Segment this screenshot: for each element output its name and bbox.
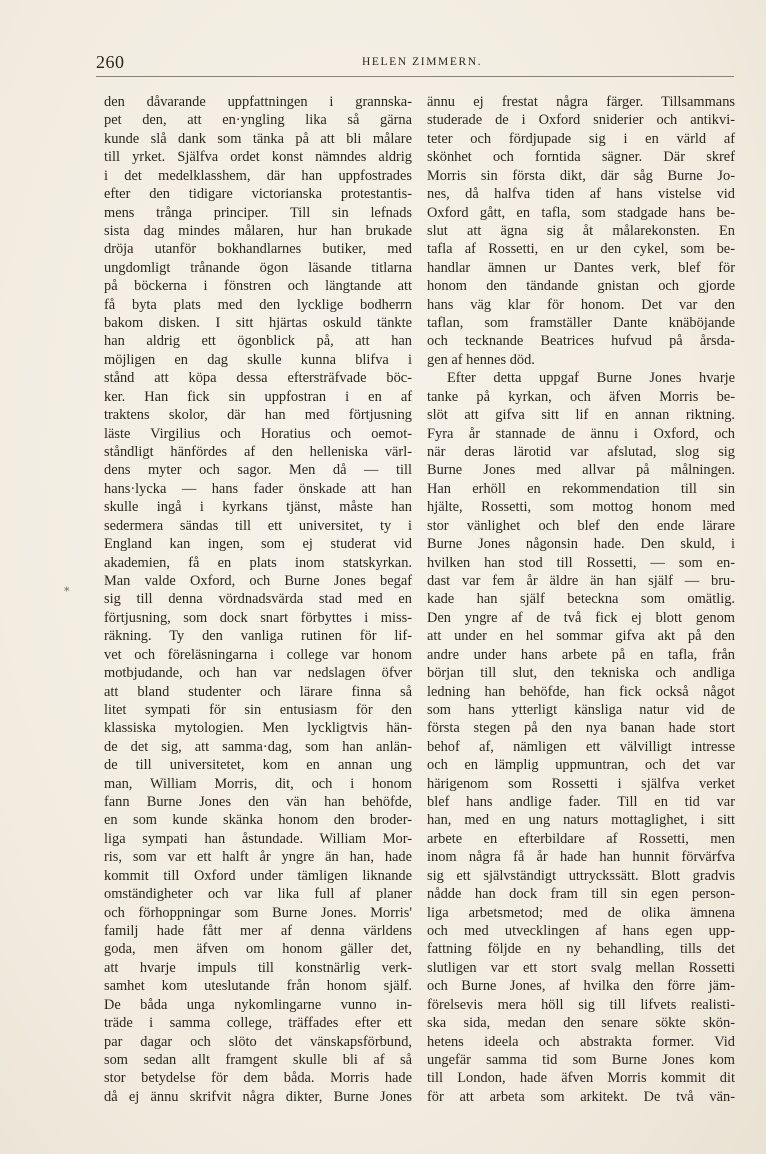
text-line: läste Virgilius och Horatius och oemot-	[104, 425, 412, 442]
text-line: sista dag mindes målaren, hur han brukade	[104, 222, 412, 239]
text-line: England kan ingen, som ej studerat vid	[104, 536, 412, 553]
text-line: skönhet och forntida sägner. Där skref	[427, 149, 735, 166]
text-line: blef hans andlige fader. Till en tid var	[427, 794, 735, 811]
text-line: De båda unga nykomlingarne vunno in-	[104, 996, 412, 1013]
text-line: Morris sin första dikt, där såg Burne Jo-	[427, 167, 735, 184]
text-line: studerade de i Oxford sniderier och antikvi-	[427, 112, 735, 129]
text-line: skulle ingå i kyrkans tjänst, måste han	[104, 499, 412, 516]
text-line: akademien, få en plats inom statskyrkan.	[104, 554, 412, 571]
running-title: HELEN ZIMMERN.	[362, 56, 483, 68]
text-line: som sedan allt framgent skulle bli af så	[104, 1051, 412, 1068]
text-line: behof af, nämligen ett välvilligt intresse	[427, 738, 735, 755]
text-line: sig till denna vördnadsvärda stad med en	[104, 591, 412, 608]
text-line: hans·lycka — hans fader önskade att han	[104, 480, 412, 497]
text-line: sedermera sändas till ett universitet, ty i	[104, 517, 412, 534]
text-line: stor vänlighet och blef den ende lärare	[427, 517, 735, 534]
text-line: liga arbetsmetod; med de olika ämnena	[427, 904, 735, 921]
page-header	[96, 52, 736, 74]
text-line: efter den tidigare victorianska protestantis-	[104, 186, 412, 203]
text-line: slut att ägna sig åt målarekonsten. En	[427, 222, 735, 239]
text-line: Fyra år stannade de ännu i Oxford, och	[427, 425, 735, 442]
text-line: sig ett självständigt uttryckssätt. Blott gradvis	[427, 867, 735, 884]
text-line: möjligen en dag skulle kunna blifva i	[104, 351, 412, 368]
text-line: få byta plats med den lycklige bodherrn	[104, 296, 412, 313]
text-line: som hans ytterligt känsliga natur vid de	[427, 701, 735, 718]
text-line: litet sympati för sin entusiasm för den	[104, 701, 412, 718]
text-line: förelsevis mera höll sig till lifvets realisti-	[427, 996, 735, 1013]
text-line: tanke på kyrkan, och äfven Morris be-	[427, 388, 735, 405]
text-line: omständigheter och var lika full af planer	[104, 886, 412, 903]
text-line: hans väg klar för honom. Det var den	[427, 296, 735, 313]
text-line: pet den, att en·yngling lika så gärna	[104, 112, 412, 129]
left-text-column	[104, 93, 412, 1106]
text-line: till London, hade äfven Morris kommit dit	[427, 1070, 735, 1087]
text-line: handlar ämnen ur Dantes verk, blef för	[427, 259, 735, 276]
text-line: stor betydelse för dem båda. Morris hade	[104, 1070, 412, 1087]
text-line: början till slut, den tekniska och andliga	[427, 665, 735, 682]
text-line: Efter detta uppgaf Burne Jones hvarje	[447, 370, 735, 387]
text-line: härigenom som Rossetti i själfva verket	[427, 775, 735, 792]
text-line: kommit till Oxford under tämligen liknande	[104, 867, 412, 884]
text-line: ännu ej frestat några färger. Tillsammans	[427, 94, 735, 110]
text-line: ungefär samma tid som Burne Jones kom	[427, 1051, 735, 1068]
text-line: dens myter och sagor. Men då — till	[104, 462, 412, 479]
text-line: fann Burne Jones den vän han behöfde,	[104, 794, 412, 811]
text-line: stånd att köpa dessa eftersträfvade böc-	[104, 370, 412, 387]
right-text-column	[427, 93, 735, 1106]
text-line: bakom disken. I sitt hjärtas oskuld tänkte	[104, 315, 412, 332]
text-line: andre under hans arbete på en tafla, från	[427, 646, 735, 663]
text-line: träde i samma college, träffades efter ett	[104, 1015, 412, 1032]
text-line: ker. Han fick sin uppfostran i en af	[104, 388, 412, 405]
text-line: att hvarje impuls till konstnärlig verk-	[104, 959, 412, 976]
text-line: förtjusning, som dock snart förbyttes i miss-	[104, 609, 412, 626]
text-line: tafla af Rossetti, en ur den cykel, som be-	[427, 241, 735, 258]
text-line: och förhoppningar som Burne Jones. Morris'	[104, 904, 412, 921]
text-line: taflan, som framställer Dante knäböjande	[427, 315, 735, 332]
text-line: de till universitetet, kom en annan ung	[104, 757, 412, 774]
text-line: den dåvarande uppfattningen i grannska-	[104, 94, 412, 110]
text-line: ungdomligt trånande ögon läsande titlarna	[104, 259, 412, 276]
text-line: ska sida, medan den senare sökte skön-	[427, 1015, 735, 1032]
text-line: dast var fem år äldre än han själf — bru-	[427, 572, 735, 589]
text-line: nådde han dock fram till sin egen person-	[427, 886, 735, 903]
text-line: klassiska mytologien. Men lyckligtvis hän-	[104, 720, 412, 737]
text-line: ståndligt hänfördes af den helleniska värl-	[104, 444, 412, 461]
text-line: traktens skolor, där han med förtjusning	[104, 407, 412, 424]
text-line: Oxford gått, en tafla, som stadgade hans be-	[427, 204, 735, 221]
text-line: att under en hel sommar gifva akt på den	[427, 628, 735, 645]
text-line: arbete en efterbildare af Rossetti, men	[427, 830, 735, 847]
text-line: mens trånga principer. Till sin lefnads	[104, 204, 412, 221]
margin-mark: *	[64, 585, 70, 598]
text-line: teter och fördjupade sig i en värld af	[427, 130, 735, 147]
text-line: räkning. Ty den vanliga rutinen för lif-	[104, 628, 412, 645]
text-line: gen af hennes död.	[427, 351, 535, 368]
text-line: och en lämplig uppmuntran, och det var	[427, 757, 735, 774]
text-line: man, William Morris, dit, och i honom	[104, 775, 412, 792]
text-line: familj hade fått mer af denna världens	[104, 922, 412, 939]
text-line: par dagar och slöto det vänskapsförbund,	[104, 1033, 412, 1050]
text-line: motbjudande, och han var nedslagen öfver	[104, 665, 412, 682]
text-line: inom några få år hade han hunnit förvärfva	[427, 849, 735, 866]
text-line: honom den tändande gnistan och gjorde	[427, 278, 735, 295]
header-rule	[96, 76, 734, 77]
text-line: då ej ännu skrifvit några dikter, Burne Jones	[104, 1088, 412, 1105]
text-line: de det sig, att samma·dag, som han anlän-	[104, 738, 412, 755]
text-line: Burne Jones någonsin hade. Den skuld, i	[427, 536, 735, 553]
text-line: Man valde Oxford, och Burne Jones begaf	[104, 572, 412, 589]
text-line: dröja utanför bokhandlarnes butiker, med	[104, 241, 412, 258]
text-line: och Burne Jones, af hvilka den förre jäm-	[427, 978, 735, 995]
text-line: första stegen på den nya banan hade stort	[427, 720, 735, 737]
text-line: och med utvecklingen af hans egen upp-	[427, 922, 735, 939]
text-line: när deras lärotid var afslutad, slog sig	[427, 444, 735, 461]
text-line: goda, men äfven om honom gäller det,	[104, 941, 412, 958]
text-line: för att arbeta som arkitekt. De två vän-	[427, 1088, 735, 1105]
text-line: i det medelklasshem, där han uppfostrades	[104, 167, 412, 184]
text-line: slutligen var ett stort svalg mellan Rossetti	[427, 959, 735, 976]
text-line: och tecknande Beatrices hufvud på årsda-	[427, 333, 735, 350]
text-line: kade han själf beteckna som omätlig.	[427, 591, 735, 608]
text-line: Burne Jones med allvar på målningen.	[427, 462, 735, 479]
text-line: vet och föreläsningarna i college var honom	[104, 646, 412, 663]
text-line: till yrket. Själfva ordet konst nämndes aldrig	[104, 149, 412, 166]
text-line: kunde slå dank som tänka på att bli målare	[104, 130, 412, 147]
text-line: han, med en ung naturs mottaglighet, i sitt	[427, 812, 735, 829]
text-line: ris, som var ett halft år yngre än han, hade	[104, 849, 412, 866]
text-line: fattning följde en ny behandling, tills det	[427, 941, 735, 958]
text-line: ledning han behöfde, han fick också något	[427, 683, 735, 700]
text-line: han aldrig ett ögonblick på, att han	[104, 333, 412, 350]
text-line: Den yngre af de två fick ej blott genom	[427, 609, 735, 626]
page-number: 260	[96, 52, 125, 72]
text-line: på böckerna i fönstren och längtande att	[104, 278, 412, 295]
text-line: hetens ideela och abstrakta former. Vid	[427, 1033, 735, 1050]
text-line: samhet kom uteslutande från honom själf.	[104, 978, 412, 995]
text-line: liga sympati han åstundade. William Mor-	[104, 830, 412, 847]
text-line: slöt att gifva sitt lif en annan riktning.	[427, 407, 735, 424]
text-line: hvilken han stod till Rossetti, — som en-	[427, 554, 735, 571]
text-line: en som kunde skänka honom den broder-	[104, 812, 412, 829]
text-line: nes, då halfva tiden af hans vistelse vid	[427, 186, 735, 203]
text-line: Han erhöll en rekommendation till sin	[427, 480, 735, 497]
text-line: att bland studenter och lärare finna så	[104, 683, 412, 700]
text-line: hjälte, Rossetti, som mottog honom med	[427, 499, 735, 516]
